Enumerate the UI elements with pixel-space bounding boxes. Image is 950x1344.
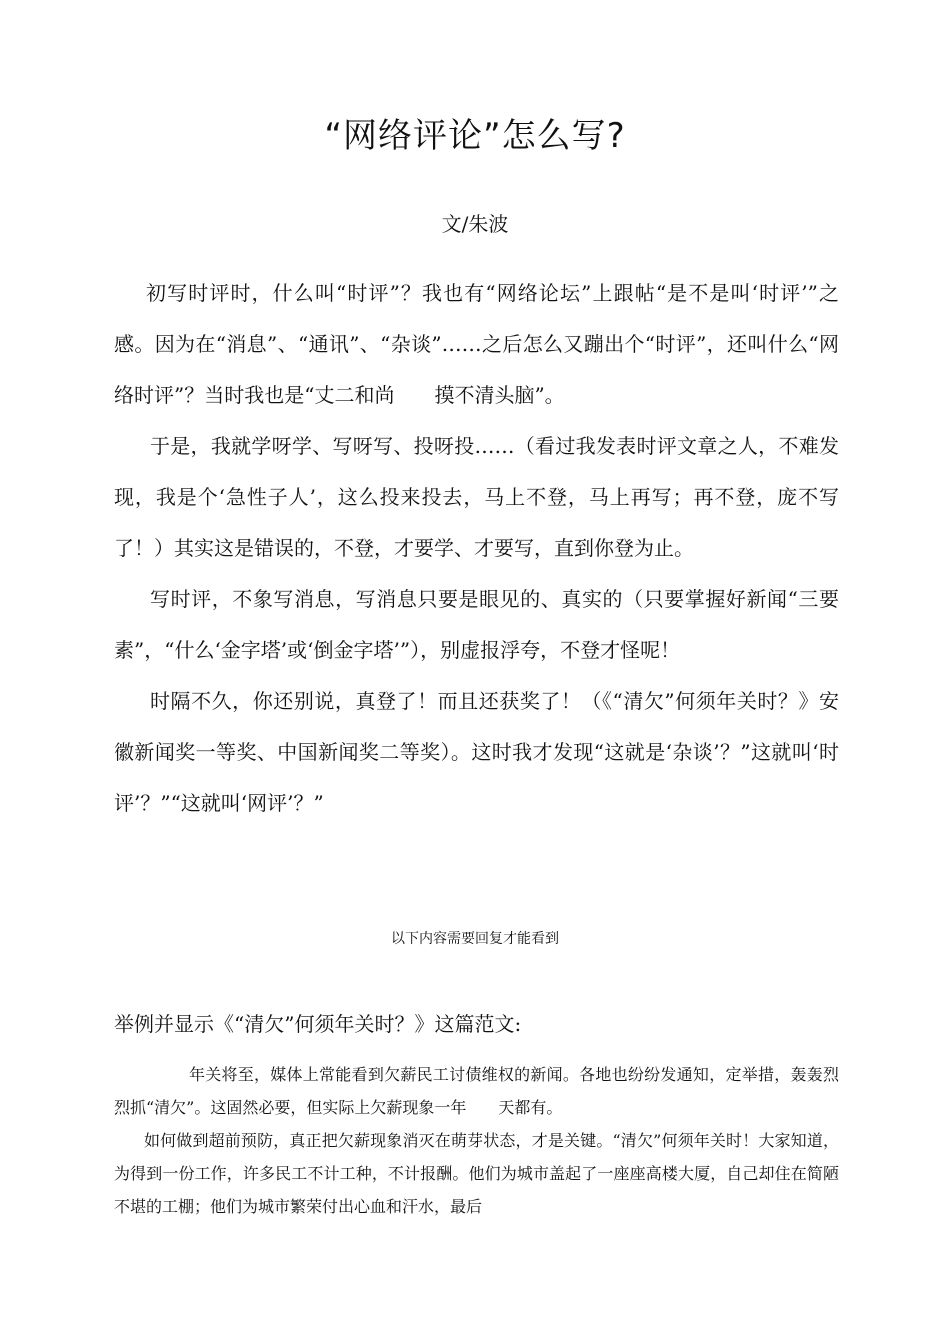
author-line: 文/朱波: [441, 212, 509, 236]
sample-paragraph: 如何做到超前预防，真正把欠薪现象消灭在萌芽状态，才是关键。“清欠”何须年关时！大家知道，为得到一份工作，许多民工不计工种，不计报酬。他们为城市盖起了一座座高楼大厦，自己却住在简陋不堪的工棚；他们为城市繁荣付出心血和汗水，最后: [114, 1131, 839, 1216]
article-paragraph: 时隔不久，你还别说，真登了！而且还获奖了！（《“清欠”何须年关时？》安徽新闻奖一等奖、中国新闻奖二等奖）。这时我才发现“这就是‘杂谈’？”这就叫‘时评’？”“这就叫‘网评’？”: [114, 689, 839, 815]
sample-paragraph: 年关将至，媒体上常能看到欠薪民工讨债维权的新闻。各地也纷纷发通知，定举措，轰轰烈烈抓“清欠”。这固然必要，但实际上欠薪现象一年 天都有。: [114, 1065, 839, 1117]
sample-article: [114, 1058, 839, 1223]
article-paragraph: 写时评，不象写消息，写消息只要是眼见的、真实的（只要掌握好新闻“三要素”，“什么‘金字塔’或‘倒金字塔’”），别虚报浮夸，不登才怪呢！: [114, 587, 839, 662]
example-heading: 举例并显示《“清欠”何须年关时？》这篇范文:: [114, 1012, 522, 1036]
page-title: “网络评论”怎么写?: [324, 116, 626, 156]
article-paragraph: 于是，我就学呀学、写呀写、投呀投……（看过我发表时评文章之人，不难发现，我是个‘急性子人’，这么投来投去，马上不登，马上再写；再不登，庞不写了！）其实这是错误的，不登，才要学、才要写，直到你登为止。: [114, 434, 839, 560]
article-body: [114, 268, 839, 829]
article-paragraph: 初写时评时，什么叫“时评”？我也有“网络论坛”上跟帖“是不是叫‘时评’”之感。因为在“消息”、“通讯”、“杂谈”……之后怎么又蹦出个“时评”，还叫什么“网络时评”？当时我也是“丈二和尚 摸不清头脑”。: [114, 281, 839, 407]
reply-required-note: 以下内容需要回复才能看到: [391, 931, 559, 947]
